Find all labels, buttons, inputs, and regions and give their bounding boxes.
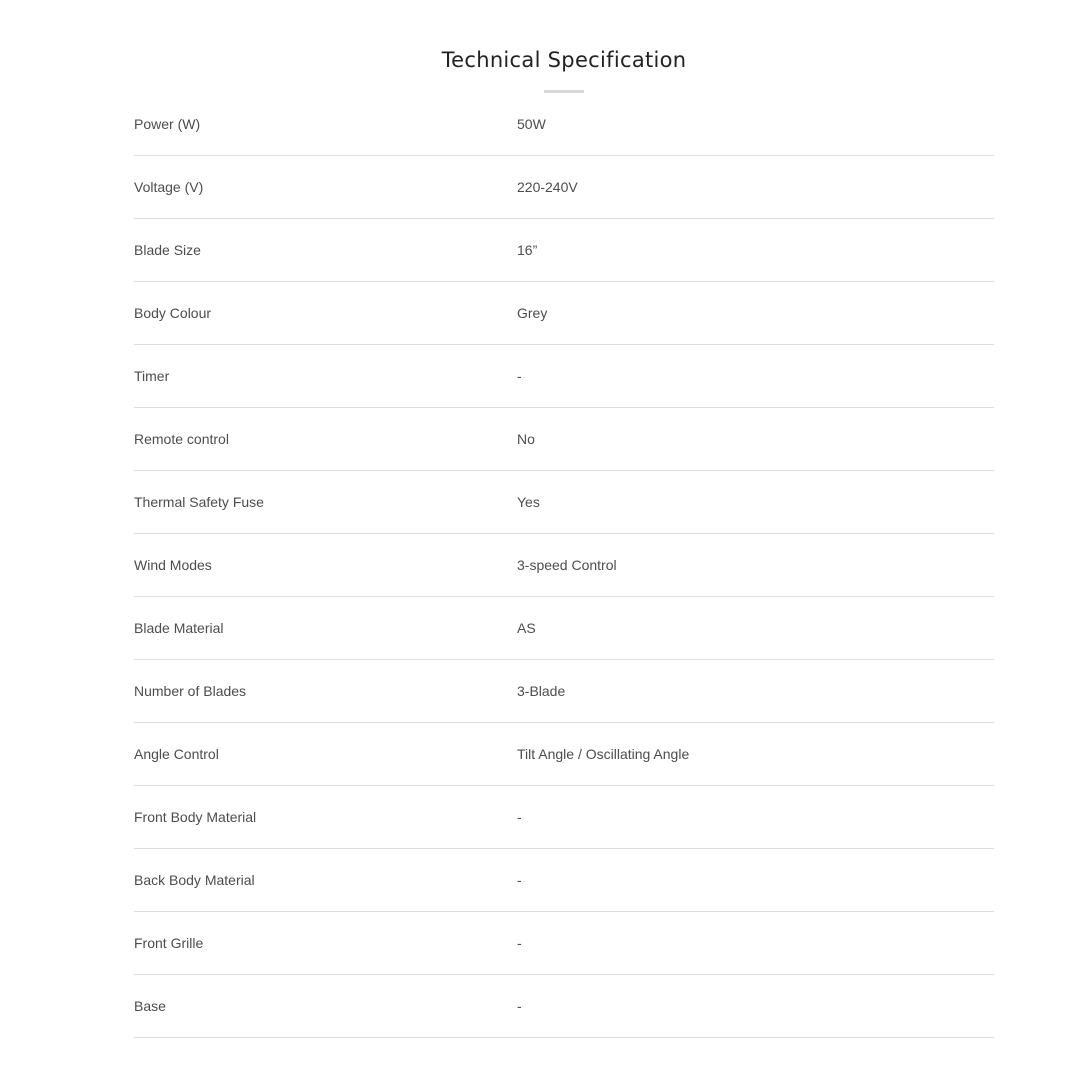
spec-label: Blade Size <box>134 242 201 258</box>
spec-value: 50W <box>517 116 546 132</box>
spec-value: Tilt Angle / Oscillating Angle <box>517 746 690 762</box>
spec-label: Remote control <box>134 431 229 447</box>
spec-row-voltage <box>134 156 994 219</box>
spec-label: Wind Modes <box>134 557 212 573</box>
spec-value: - <box>517 368 522 384</box>
spec-row-remote-control <box>134 408 994 471</box>
spec-value: 3-speed Control <box>517 557 617 573</box>
spec-label: Number of Blades <box>134 683 247 699</box>
spec-row-front-grille <box>134 912 994 975</box>
spec-value: - <box>517 935 522 951</box>
spec-row-front-body-material <box>134 786 994 849</box>
spec-label: Body Colour <box>134 305 212 321</box>
spec-label: Angle Control <box>134 746 219 762</box>
spec-label: Voltage (V) <box>134 179 204 195</box>
spec-label: Blade Material <box>134 620 224 636</box>
section-title: Technical Specification <box>441 48 687 72</box>
spec-value: 16” <box>517 242 538 258</box>
spec-row-number-of-blades <box>134 660 994 723</box>
spec-value: Grey <box>517 305 548 321</box>
spec-value: AS <box>517 620 536 636</box>
spec-table <box>134 93 994 1038</box>
spec-row-angle-control <box>134 723 994 786</box>
spec-label: Base <box>134 998 166 1014</box>
spec-row-timer <box>134 345 994 408</box>
spec-label: Timer <box>134 368 170 384</box>
spec-value: - <box>517 872 522 888</box>
spec-label: Front Body Material <box>134 809 257 825</box>
spec-value: Yes <box>517 494 540 510</box>
spec-value: - <box>517 809 522 825</box>
spec-row-back-body-material <box>134 849 994 912</box>
spec-label: Power (W) <box>134 116 201 132</box>
spec-value: - <box>517 998 522 1014</box>
spec-value: 220-240V <box>517 179 578 195</box>
spec-value: 3-Blade <box>517 683 566 699</box>
spec-label: Back Body Material <box>134 872 255 888</box>
spec-label: Front Grille <box>134 935 204 951</box>
spec-row-power <box>134 93 994 156</box>
spec-row-base <box>134 975 994 1038</box>
spec-row-wind-modes <box>134 534 994 597</box>
spec-row-blade-size <box>134 219 994 282</box>
spec-row-thermal-safety-fuse <box>134 471 994 534</box>
spec-row-blade-material <box>134 597 994 660</box>
spec-label: Thermal Safety Fuse <box>134 494 264 510</box>
spec-row-body-colour <box>134 282 994 345</box>
spec-value: No <box>517 431 535 447</box>
